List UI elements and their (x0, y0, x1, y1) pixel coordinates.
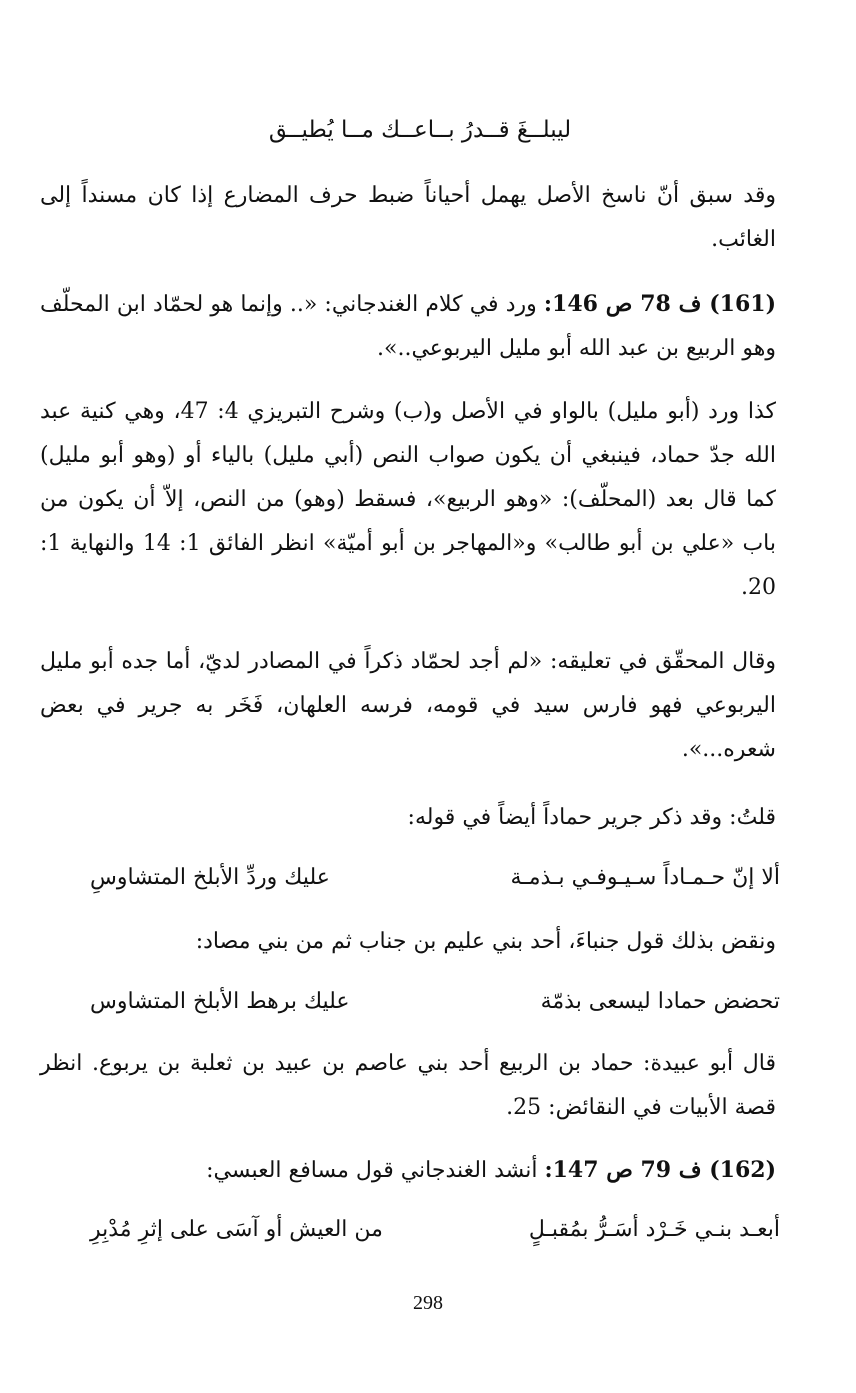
verse-1 (90, 856, 780, 900)
verse-2 (90, 980, 780, 1024)
paragraph-3: كذا ورد (أبو مليل) بالواو في الأصل و(ب) وشرح التبريزي 4: 47، وهي كنية عبد الله جدّ حماد، فينبغي أن يكون صواب النص (أبي مليل) بالياء أو (وهو أبو مليل) كما قال بعد (المحلّف): «وهو الربيع»، فسقط (وهو) من النص، إلاّ أن يكون من باب «علي بن أبو طالب» و«المهاجر بن أبو أميّة» انظر الفائق 1: 14 والنهاية 1: 20. (40, 399, 777, 600)
verse-3 (90, 1208, 780, 1252)
verse-2-second-hemistich: عليك برهط الأبلخ المتشاوس (90, 989, 350, 1014)
verse-1-second-hemistich: عليك وردِّ الأبلخ المتشاوسِ (90, 865, 330, 890)
verse-1-first-hemistich: ألا إنّ حـمـاداً سـيـوفـي بـذمـة (510, 865, 780, 890)
paragraph-2 (40, 282, 776, 371)
paragraph-8-text: أنشد الغندجاني قول مسافع العبسي: (206, 1158, 545, 1183)
verse-3-first-hemistich: أبعـد بنـي خَـرْد أسَـرُّ بمُقبـلٍ (528, 1217, 780, 1242)
verse-3-second-hemistich: من العيش أو آسَى على إثرِ مُدْبِرِ (90, 1217, 383, 1242)
opening-verse: ليبلــغَ قــدرُ بــاعــك مــا يُطيــق (268, 117, 572, 143)
paragraph-1: وقد سبق أنّ ناسخ الأصل يهمل أحياناً ضبط حرف المضارع إذا كان مسنداً إلى الغائب. (40, 183, 776, 252)
entry-reference-162: (162) ف 79 ص 147: (544, 1157, 776, 1183)
paragraph-5: قلتُ: وقد ذكر جرير حماداً أيضاً في قوله: (407, 805, 776, 830)
entry-reference-161: (161) ف 78 ص 146: (543, 291, 776, 317)
paragraph-6: ونقض بذلك قول جنباءَ، أحد بني عليم بن جناب ثم من بني مصاد: (195, 929, 776, 954)
paragraph-2-text: ورد في كلام الغندجاني: «.. وإنما هو لحمّاد ابن المحلّف وهو الربيع بن عبد الله أبو مليل اليربوعي..». (40, 292, 776, 361)
verse-2-first-hemistich: تحضض حمادا ليسعى بذمّة (540, 989, 780, 1014)
page-number: 298 (413, 1292, 443, 1314)
paragraph-4: وقال المحقّق في تعليقه: «لم أجد لحمّاد ذكراً في المصادر لديّ، أما جده أبو مليل اليربوعي فهو فارس سيد في قومه، فرسه العلهان، فَخَر به جرير في بعض شعره...». (40, 649, 776, 762)
paragraph-8 (40, 1148, 776, 1193)
paragraph-7: قال أبو عبيدة: حماد بن الربيع أحد بني عاصم بن عبيد بن ثعلبة بن يربوع. انظر قصة الأبيات في النقائض: 25. (40, 1051, 776, 1120)
